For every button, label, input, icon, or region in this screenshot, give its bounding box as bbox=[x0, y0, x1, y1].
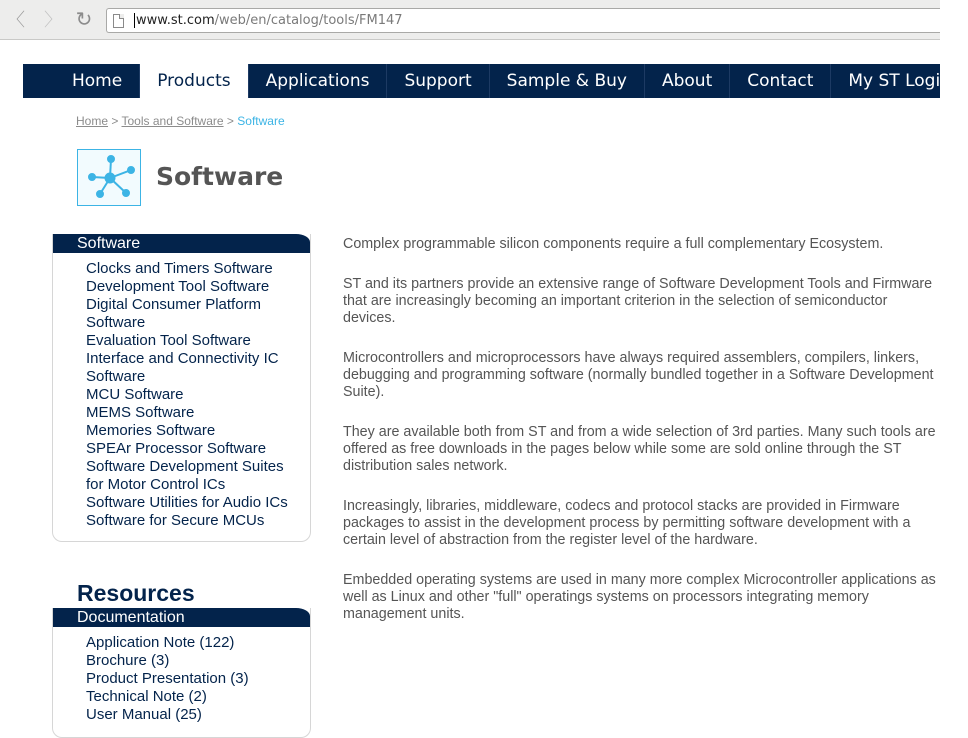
breadcrumb-separator: > bbox=[226, 114, 234, 128]
content-paragraph: They are available both from ST and from a wide selection of 3rd parties. Many such tools are offered as free downloads in the pages below while some are sold online through the ST distribution sales network. bbox=[343, 424, 936, 474]
content-paragraph: Complex programmable silicon components require a full complementary Ecosystem. bbox=[343, 236, 884, 252]
document-link[interactable]: Technical Note (2) bbox=[86, 688, 207, 705]
network-nodes-icon bbox=[77, 149, 141, 206]
category-link[interactable]: Evaluation Tool Software bbox=[86, 332, 251, 349]
software-category-list bbox=[53, 253, 310, 540]
content-paragraph: Microcontrollers and microprocessors have always required assemblers, compilers, linkers, debugging and programming software (normally bundled together in a Software Development Suite). bbox=[343, 350, 934, 400]
nav-products[interactable]: Products bbox=[140, 64, 248, 98]
nav-support[interactable]: Support bbox=[387, 64, 489, 98]
content-paragraph: Increasingly, libraries, middleware, codecs and protocol stacks are provided in Firmware packages to assist in the development process by permitting software development with a certain level of abstraction from the register level of the hardware. bbox=[343, 498, 911, 548]
resources-title: Resources bbox=[77, 580, 195, 606]
browser-toolbar bbox=[0, 0, 940, 40]
url-host: www.st.com bbox=[136, 13, 215, 28]
page-title: Software bbox=[156, 162, 284, 191]
document-link[interactable]: Application Note (122) bbox=[86, 634, 235, 651]
address-bar[interactable] bbox=[106, 8, 940, 33]
main-content bbox=[343, 236, 937, 646]
nav-home[interactable]: Home bbox=[23, 64, 140, 98]
breadcrumb-separator: > bbox=[111, 114, 119, 128]
breadcrumb-tools[interactable]: Tools and Software bbox=[121, 114, 224, 128]
breadcrumb-current: Software bbox=[237, 114, 285, 128]
category-link[interactable]: SPEAr Processor Software bbox=[86, 440, 267, 457]
documentation-list bbox=[53, 627, 310, 734]
document-link[interactable]: Brochure (3) bbox=[86, 652, 170, 669]
nav-about[interactable]: About bbox=[645, 64, 730, 98]
main-nav bbox=[23, 64, 951, 98]
nav-applications[interactable]: Applications bbox=[249, 64, 388, 98]
nav-my-st-login[interactable]: My ST Login bbox=[848, 71, 951, 91]
category-link[interactable]: Digital Consumer Platform bbox=[86, 296, 262, 313]
url-path: /web/en/catalog/tools/FM147 bbox=[214, 13, 403, 28]
software-category-box bbox=[52, 234, 311, 542]
category-link[interactable]: for Motor Control ICs bbox=[86, 476, 226, 493]
document-link[interactable]: User Manual (25) bbox=[86, 706, 202, 723]
software-box-heading: Software bbox=[53, 234, 310, 253]
forward-arrow-icon[interactable]: 〉 bbox=[44, 10, 62, 31]
category-link[interactable]: Memories Software bbox=[86, 422, 216, 439]
breadcrumb-home[interactable]: Home bbox=[76, 114, 109, 128]
text-cursor bbox=[134, 13, 135, 28]
category-link[interactable]: Software bbox=[86, 314, 146, 331]
back-arrow-icon[interactable]: 〈 bbox=[7, 10, 25, 31]
category-link[interactable]: Software Development Suites bbox=[86, 458, 284, 475]
page-icon bbox=[113, 14, 124, 28]
reload-icon[interactable]: ↻ bbox=[75, 7, 93, 31]
documentation-box-heading: Documentation bbox=[53, 608, 310, 627]
content-paragraph: Embedded operating systems are used in many more complex Microcontroller applications as well as Linux and other "full" operatings systems on processors integrating memory management units. bbox=[343, 572, 936, 622]
nav-sample-buy[interactable]: Sample & Buy bbox=[490, 64, 645, 98]
breadcrumb bbox=[76, 114, 285, 128]
category-link[interactable]: Software bbox=[86, 368, 146, 385]
documentation-box bbox=[52, 608, 311, 738]
category-link[interactable]: MCU Software bbox=[86, 386, 184, 403]
nav-contact[interactable]: Contact bbox=[730, 64, 831, 98]
category-link[interactable]: MEMS Software bbox=[86, 404, 195, 421]
category-link[interactable]: Software Utilities for Audio ICs bbox=[86, 494, 288, 511]
category-link[interactable]: Interface and Connectivity IC bbox=[86, 350, 279, 367]
document-link[interactable]: Product Presentation (3) bbox=[86, 670, 249, 687]
category-link[interactable]: Software for Secure MCUs bbox=[86, 512, 265, 529]
category-link[interactable]: Clocks and Timers Software bbox=[86, 260, 273, 277]
category-link[interactable]: Development Tool Software bbox=[86, 278, 270, 295]
content-paragraph: ST and its partners provide an extensive range of Software Development Tools and Firmware that are increasingly becoming an important criterion in the selection of semiconductor devices. bbox=[343, 276, 933, 326]
